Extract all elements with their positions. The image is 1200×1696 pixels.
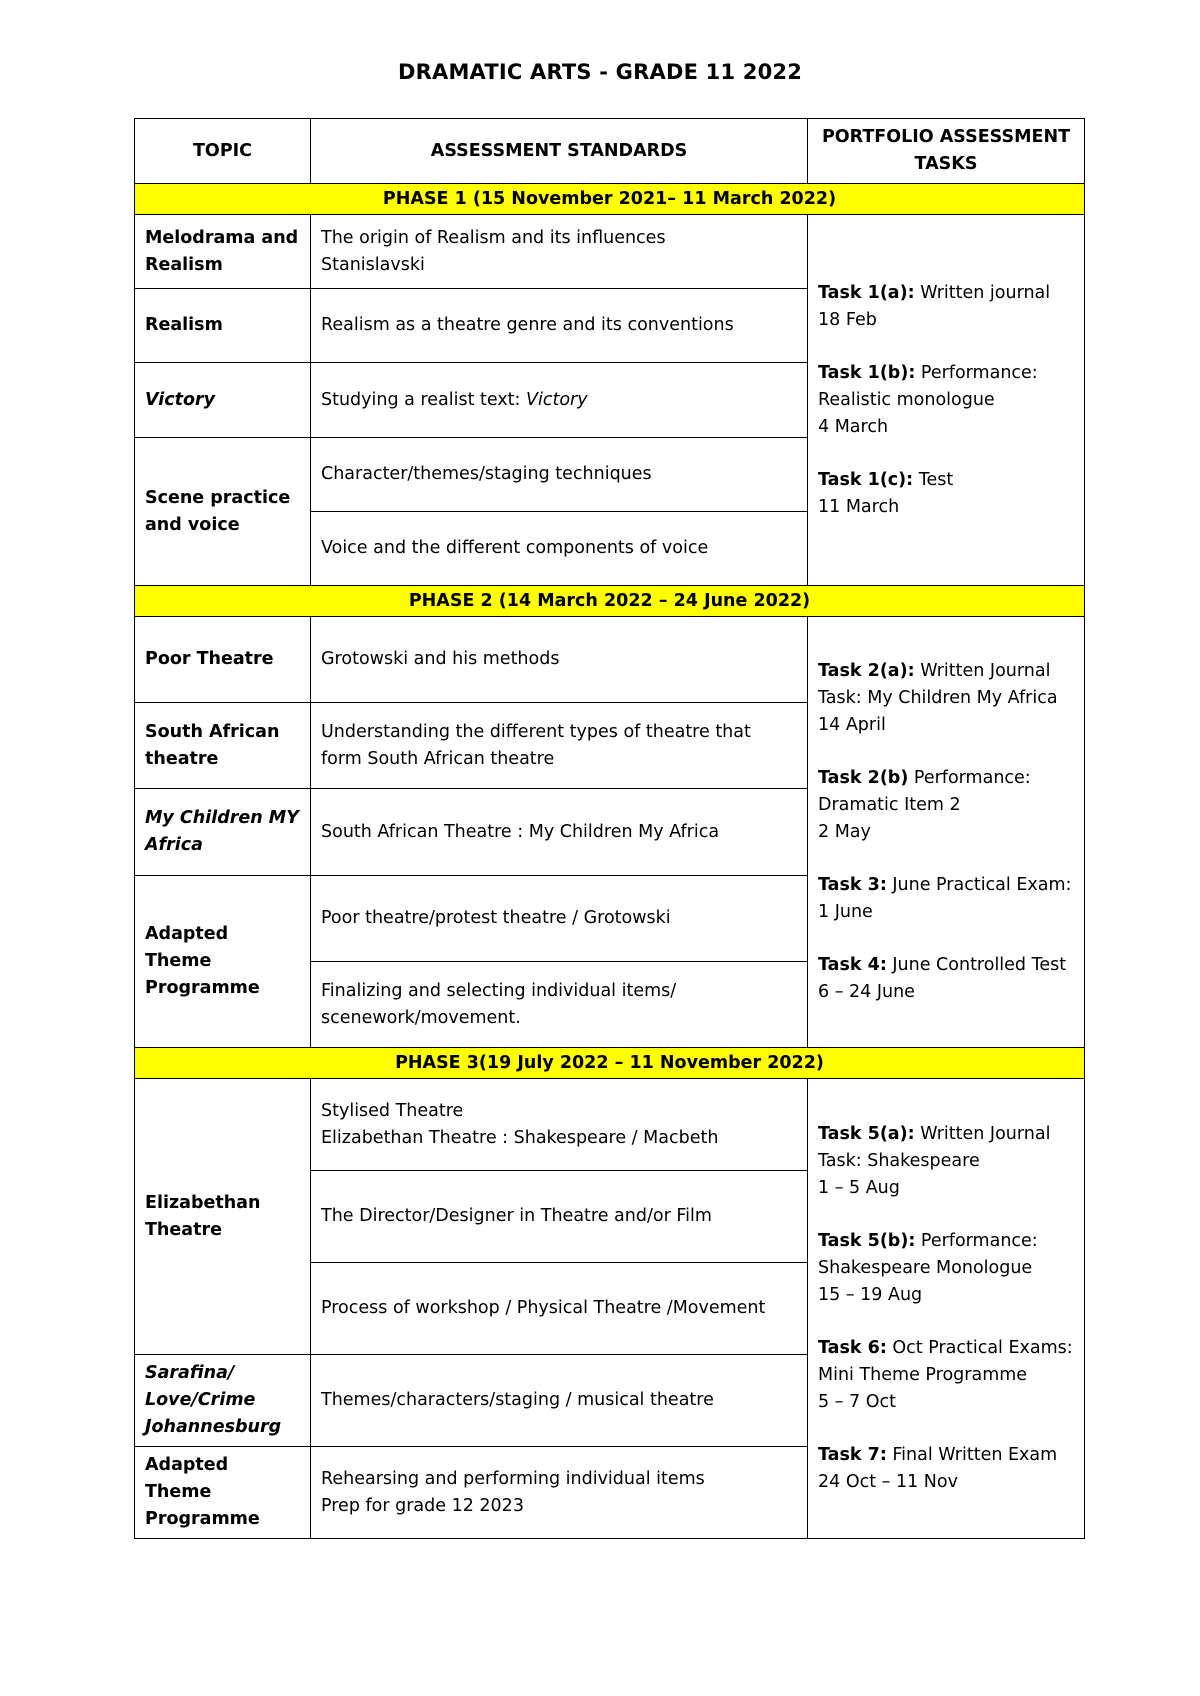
task-entry bbox=[818, 1228, 1074, 1309]
topic-cell: Sarafina/ Love/Crime Johannesburg bbox=[135, 1355, 311, 1447]
page-title: DRAMATIC ARTS - GRADE 11 2022 bbox=[397, 60, 803, 84]
standard-text: Studying a realist text: bbox=[321, 389, 527, 410]
task-text: Test bbox=[913, 469, 954, 490]
standard-cell bbox=[311, 363, 808, 438]
task-date: 4 March bbox=[818, 416, 889, 437]
task-entry bbox=[818, 1335, 1074, 1416]
task-entry bbox=[818, 872, 1074, 926]
task-text: Performance: Dramatic Item 2 bbox=[818, 768, 1031, 815]
task-entry bbox=[818, 765, 1074, 846]
standard-cell: Voice and the different components of voice bbox=[311, 512, 808, 586]
phase3-label: PHASE 3(19 July 2022 – 11 November 2022) bbox=[135, 1048, 1085, 1079]
topic-cell: Adapted Theme Programme bbox=[135, 1447, 311, 1539]
task-label: Task 6: bbox=[818, 1338, 887, 1358]
standard-cell: South African Theatre : My Children My Africa bbox=[311, 789, 808, 876]
topic-cell: Victory bbox=[135, 363, 311, 438]
table-row bbox=[135, 1079, 1085, 1171]
task-text: Final Written Exam bbox=[886, 1445, 1058, 1465]
task-entry bbox=[818, 280, 1074, 334]
topic-cell: Melodrama and Realism bbox=[135, 215, 311, 289]
task-date: 2 May bbox=[818, 822, 871, 842]
task-label: Task 1(c): bbox=[818, 469, 914, 490]
standard-cell: Understanding the different types of theatre that form South African theatre bbox=[311, 703, 808, 789]
phase-row bbox=[135, 586, 1085, 617]
topic-cell: My Children MY Africa bbox=[135, 789, 311, 876]
standard-title: Victory bbox=[526, 389, 588, 410]
standard-cell: Character/themes/staging techniques bbox=[311, 438, 808, 512]
tasks-cell bbox=[808, 1079, 1085, 1539]
task-entry bbox=[818, 1442, 1074, 1496]
header-tasks: PORTFOLIO ASSESSMENT TASKS bbox=[808, 119, 1085, 184]
task-entry bbox=[818, 360, 1074, 441]
standard-cell: Poor theatre/protest theatre / Grotowski bbox=[311, 876, 808, 962]
task-label: Task 3: bbox=[818, 875, 887, 895]
task-label: Task 1(a): bbox=[818, 282, 915, 303]
standard-line: Prep for grade 12 2023 bbox=[321, 1495, 524, 1516]
header-standards: ASSESSMENT STANDARDS bbox=[311, 119, 808, 184]
topic-cell: Adapted Theme Programme bbox=[135, 876, 311, 1048]
standard-line: Stanislavski bbox=[321, 254, 425, 275]
task-label: Task 5(a): bbox=[818, 1124, 915, 1144]
task-entry bbox=[818, 952, 1074, 1006]
task-text: June Practical Exam: 1 June bbox=[818, 875, 1072, 922]
task-date: 15 – 19 Aug bbox=[818, 1285, 923, 1305]
standard-line: The origin of Realism and its influences bbox=[321, 227, 666, 248]
task-text: Written Journal Task: My Children My Africa bbox=[818, 661, 1058, 708]
phase2-label: PHASE 2 (14 March 2022 – 24 June 2022) bbox=[135, 586, 1085, 617]
task-text: Performance: Shakespeare Monologue bbox=[818, 1231, 1038, 1278]
table-row bbox=[135, 215, 1085, 289]
standard-line: Elizabethan Theatre : Shakespeare / Macbeth bbox=[321, 1127, 719, 1148]
task-label: Task 5(b): bbox=[818, 1231, 916, 1251]
standard-cell: Grotowski and his methods bbox=[311, 617, 808, 703]
phase1-label: PHASE 1 (15 November 2021– 11 March 2022) bbox=[135, 184, 1085, 215]
task-date: 11 March bbox=[818, 496, 900, 517]
task-text: Written Journal Task: Shakespeare bbox=[818, 1124, 1051, 1171]
topic-cell: Poor Theatre bbox=[135, 617, 311, 703]
task-entry bbox=[818, 658, 1074, 739]
standard-cell: Process of workshop / Physical Theatre /Movement bbox=[311, 1263, 808, 1355]
task-label: Task 2(b) bbox=[818, 768, 909, 788]
task-label: Task 2(a): bbox=[818, 661, 915, 681]
task-date: 14 April bbox=[818, 715, 886, 735]
task-date: 5 – 7 Oct bbox=[818, 1392, 896, 1412]
assessment-plan-table bbox=[134, 118, 1085, 1539]
topic-cell: Elizabethan Theatre bbox=[135, 1079, 311, 1355]
task-text: Performance: Realistic monologue bbox=[818, 362, 1038, 410]
topic-cell: South African theatre bbox=[135, 703, 311, 789]
tasks-cell bbox=[808, 215, 1085, 586]
phase-row bbox=[135, 184, 1085, 215]
standard-cell: The Director/Designer in Theatre and/or Film bbox=[311, 1171, 808, 1263]
standard-cell: Themes/characters/staging / musical theatre bbox=[311, 1355, 808, 1447]
task-date: 18 Feb bbox=[818, 309, 877, 330]
task-date: 1 – 5 Aug bbox=[818, 1178, 900, 1198]
task-text: June Controlled Test bbox=[886, 955, 1067, 975]
standard-line: Rehearsing and performing individual items bbox=[321, 1468, 705, 1489]
task-date: 24 Oct – 11 Nov bbox=[818, 1472, 958, 1492]
task-date: 6 – 24 June bbox=[818, 982, 915, 1002]
standard-cell bbox=[311, 1447, 808, 1539]
standard-cell: Finalizing and selecting individual items/ scenework/movement. bbox=[311, 962, 808, 1048]
task-entry bbox=[818, 1121, 1074, 1202]
standard-cell: Realism as a theatre genre and its conventions bbox=[311, 289, 808, 363]
standard-line: Stylised Theatre bbox=[321, 1100, 464, 1121]
tasks-cell bbox=[808, 617, 1085, 1048]
topic-cell: Scene practice and voice bbox=[135, 438, 311, 586]
header-row bbox=[135, 119, 1085, 184]
table-row bbox=[135, 617, 1085, 703]
task-label: Task 4: bbox=[818, 955, 887, 975]
topic-cell: Realism bbox=[135, 289, 311, 363]
task-entry bbox=[818, 467, 1074, 521]
header-topic: TOPIC bbox=[135, 119, 311, 184]
task-label: Task 7: bbox=[818, 1445, 887, 1465]
standard-cell bbox=[311, 1079, 808, 1171]
task-label: Task 1(b): bbox=[818, 362, 916, 383]
task-text: Oct Practical Exams: Mini Theme Programme bbox=[818, 1338, 1073, 1385]
task-text: Written journal bbox=[914, 282, 1051, 303]
standard-cell bbox=[311, 215, 808, 289]
phase-row bbox=[135, 1048, 1085, 1079]
